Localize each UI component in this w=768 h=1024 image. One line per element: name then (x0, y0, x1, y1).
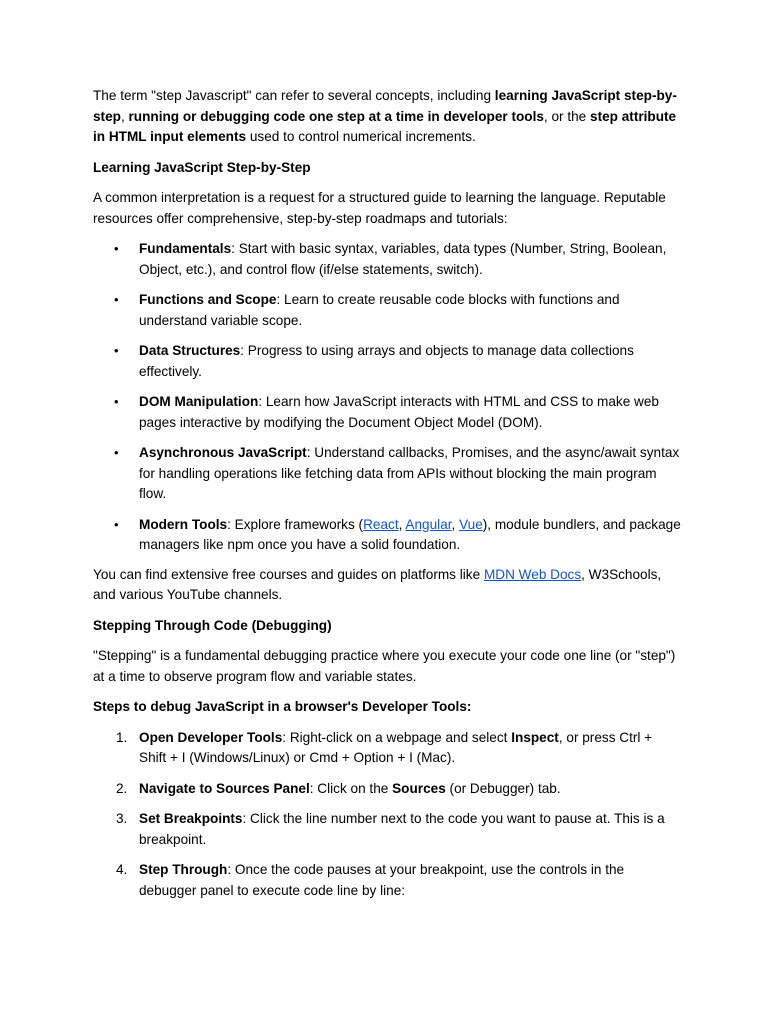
intro-text-2: , (120, 108, 129, 124)
separator-text: , (451, 516, 460, 532)
vue-link[interactable]: Vue (459, 516, 483, 532)
intro-bold-learning: learning JavaScript step-by-step (93, 88, 677, 124)
learning-list (93, 239, 683, 556)
list-item-text: : Explore frameworks ( (227, 516, 364, 532)
list-item-title: Asynchronous JavaScript (139, 445, 307, 460)
bullet-icon: • (114, 241, 119, 256)
stepping-paragraph: "Stepping" is a fundamental debugging practice where you execute your code one line (or "step") at a time to observe program flow and variable states. (93, 648, 676, 684)
list-item-bold: Sources (392, 780, 446, 796)
intro-text-1: The term "step Javascript" can refer to several concepts, including (93, 88, 495, 103)
list-item-text: : Start with basic syntax, variables, data types (Number, String, Boolean, Object, etc.), and control flow (if/else statements, switch). (139, 241, 667, 277)
list-item (93, 239, 683, 280)
list-item-title: Open Developer Tools (139, 729, 283, 745)
angular-link[interactable]: Angular (405, 516, 452, 532)
bullet-icon: • (114, 343, 119, 358)
numbered-list-item (93, 728, 683, 769)
list-item-bold: Inspect (511, 729, 559, 745)
list-item-title: Functions and Scope (139, 292, 277, 307)
list-item-text: : Learn how JavaScript interacts with HTML and CSS to make web pages interactive by modifying the Document Object Model (DOM). (139, 394, 659, 430)
document-content (93, 86, 683, 910)
numbered-list-item (93, 779, 683, 800)
list-item-title: Step Through (139, 862, 228, 877)
list-item-text: : Understand callbacks, Promises, and the async/await syntax for handling operations like fetching data from APIs without blocking the main program flow. (139, 445, 680, 501)
list-item-title: Set Breakpoints (139, 811, 243, 826)
bullet-icon: • (114, 516, 119, 532)
list-item-text: (or Debugger) tab. (445, 780, 561, 796)
intro-bold-step-attribute: step attribute in HTML input elements (93, 108, 677, 144)
resources-text-1: You can find extensive free courses and guides on platforms like (93, 566, 484, 582)
list-item-title: Navigate to Sources Panel (139, 780, 310, 796)
list-item-text: : Learn to create reusable code blocks with functions and understand variable scope. (139, 292, 620, 328)
list-item-text: : Click the line number next to the code you want to pause at. This is a breakpoint. (139, 811, 665, 847)
intro-bold-debugging: running or debugging code one step at a time in developer tools (128, 108, 544, 124)
list-item-text: : Click on the (309, 780, 393, 796)
list-item-text: ), module bundlers, and package managers like npm once you have a solid foundation. (139, 516, 681, 552)
bullet-icon: • (114, 292, 119, 307)
list-item-text: : Once the code pauses at your breakpoint, use the controls in the debugger panel to execute code line by line: (139, 862, 625, 898)
list-item-title: Fundamentals (139, 241, 232, 256)
react-link[interactable]: React (363, 516, 399, 532)
intro-paragraph (93, 86, 683, 148)
separator-text: , (398, 516, 406, 532)
list-item-title: DOM Manipulation (139, 394, 259, 409)
list-number: 1. (116, 729, 128, 745)
list-item-title: Data Structures (139, 343, 241, 358)
list-item-title: Modern Tools (139, 516, 228, 532)
list-item-text: , or press Ctrl + Shift + I (Windows/Linux) or Cmd + Option + I (Mac). (139, 729, 653, 765)
intro-text-3: , or the (543, 108, 591, 124)
numbered-list-item (93, 860, 683, 901)
learning-paragraph: A common interpretation is a request for a structured guide to learning the language. Reputable resources offer comprehensive, step-by-step roadmaps and tutorials: (93, 190, 666, 226)
list-item-text: : Progress to using arrays and objects to manage data collections effectively. (139, 343, 634, 379)
list-number: 4. (116, 862, 128, 877)
debug-steps-list (93, 728, 683, 902)
debug-steps-heading: Steps to debug JavaScript in a browser's Developer Tools: (93, 699, 472, 714)
bullet-icon: • (114, 394, 119, 409)
resources-paragraph (93, 565, 683, 606)
stepping-heading: Stepping Through Code (Debugging) (93, 617, 332, 633)
list-number: 3. (116, 811, 128, 826)
bullet-icon: • (114, 445, 119, 460)
numbered-list-item (93, 809, 683, 850)
list-item (93, 515, 683, 556)
list-item (93, 443, 683, 505)
mdn-web-docs-link[interactable]: MDN Web Docs (483, 566, 582, 582)
learning-heading: Learning JavaScript Step-by-Step (93, 159, 311, 175)
list-item (93, 341, 683, 382)
intro-text-4: used to control numerical increments. (246, 129, 476, 144)
list-number: 2. (116, 780, 128, 796)
list-item (93, 290, 683, 331)
list-item-text: : Right-click on a webpage and select (282, 729, 512, 745)
list-item (93, 392, 683, 433)
resources-text-2: , W3Schools, and various YouTube channels. (93, 566, 662, 602)
